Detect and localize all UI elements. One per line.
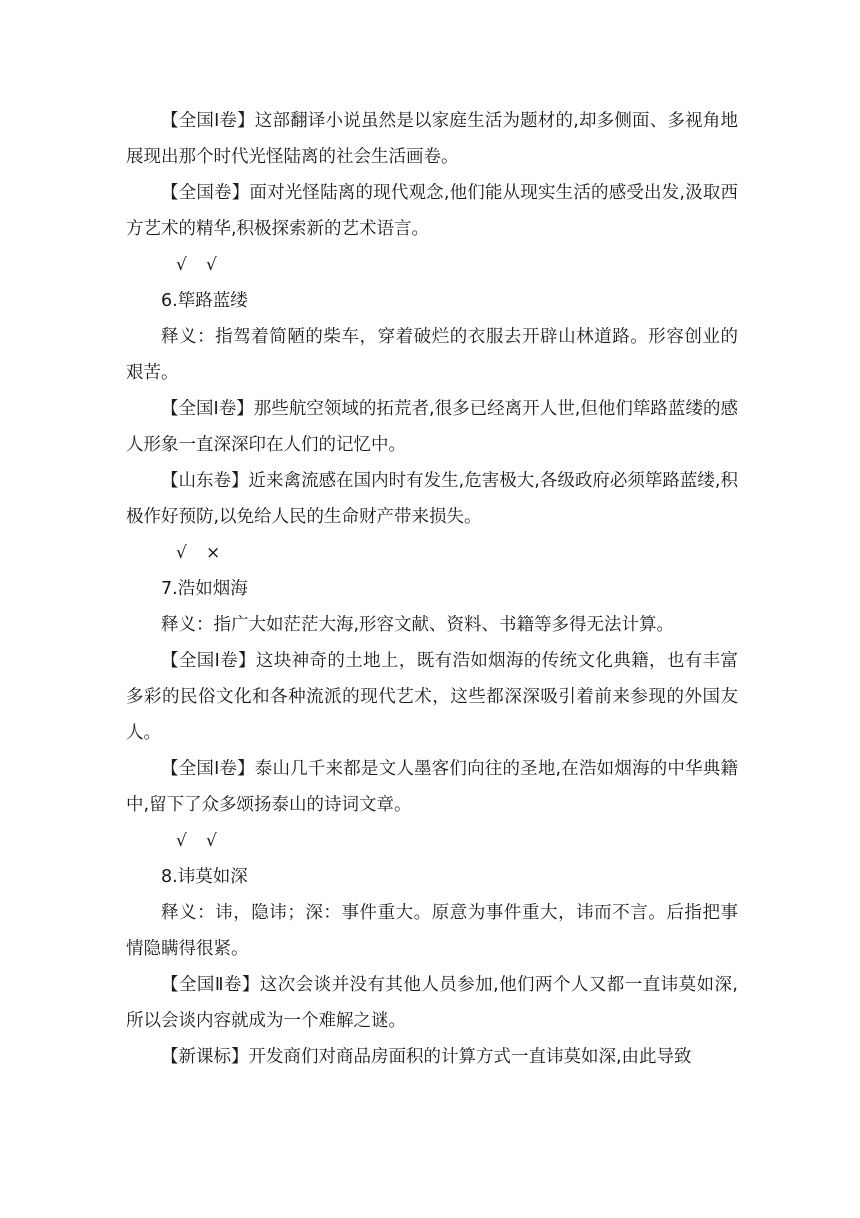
idiom-definition: 释义：讳，隐讳；深：事件重大。原意为事件重大，讳而不言。后指把事情隐瞒得很紧。	[126, 903, 738, 959]
answer-mark: √	[206, 831, 217, 851]
answer-mark: ×	[206, 543, 221, 563]
idiom-definition: 释义：指广大如茫茫大海,形容文献、资料、书籍等多得无法计算。	[161, 615, 675, 635]
answer-marks	[126, 535, 738, 571]
answer-mark: √	[176, 543, 187, 563]
answer-mark: √	[206, 255, 217, 275]
answer-marks	[126, 823, 738, 859]
idiom-heading: 7.浩如烟海	[161, 579, 248, 599]
example-paragraph: 【全国卷】面对光怪陆离的现代观念,他们能从现实生活的感受出发,汲取西方艺术的精华,积极探索新的艺术语言。	[126, 183, 738, 239]
example-paragraph: 【山东卷】近来禽流感在国内时有发生,危害极大,各级政府必须筚路蓝缕,积极作好预防,以免给人民的生命财产带来损失。	[126, 471, 738, 527]
example-paragraph: 【全国Ⅰ卷】这部翻译小说虽然是以家庭生活为题材的,却多侧面、多视角地展现出那个时代光怪陆离的社会生活画卷。	[126, 111, 738, 167]
example-paragraph: 【全国Ⅰ卷】那些航空领域的拓荒者,很多已经离开人世,但他们筚路蓝缕的感人形象一直深深印在人们的记忆中。	[126, 399, 738, 455]
answer-mark: √	[176, 831, 187, 851]
example-paragraph: 【全国Ⅰ卷】泰山几千来都是文人墨客们向往的圣地,在浩如烟海的中华典籍中,留下了众多颂扬泰山的诗词文章。	[126, 759, 738, 815]
idiom-heading: 6.筚路蓝缕	[161, 291, 248, 311]
answer-mark: √	[176, 255, 187, 275]
example-paragraph: 【新课标】开发商们对商品房面积的计算方式一直讳莫如深,由此导致	[161, 1047, 692, 1067]
idiom-definition: 释义：指驾着简陋的柴车，穿着破烂的衣服去开辟山林道路。形容创业的艰苦。	[126, 327, 738, 383]
document-body	[126, 103, 738, 1075]
answer-marks	[126, 247, 738, 283]
example-paragraph: 【全国Ⅰ卷】这块神奇的土地上，既有浩如烟海的传统文化典籍，也有丰富多彩的民俗文化和各种流派的现代艺术，这些都深深吸引着前来参现的外国友人。	[126, 651, 738, 743]
idiom-heading: 8.讳莫如深	[161, 867, 248, 887]
example-paragraph: 【全国Ⅱ卷】这次会谈并没有其他人员参加,他们两个人又都一直讳莫如深, 所以会谈内容就成为一个难解之谜。	[126, 975, 738, 1031]
